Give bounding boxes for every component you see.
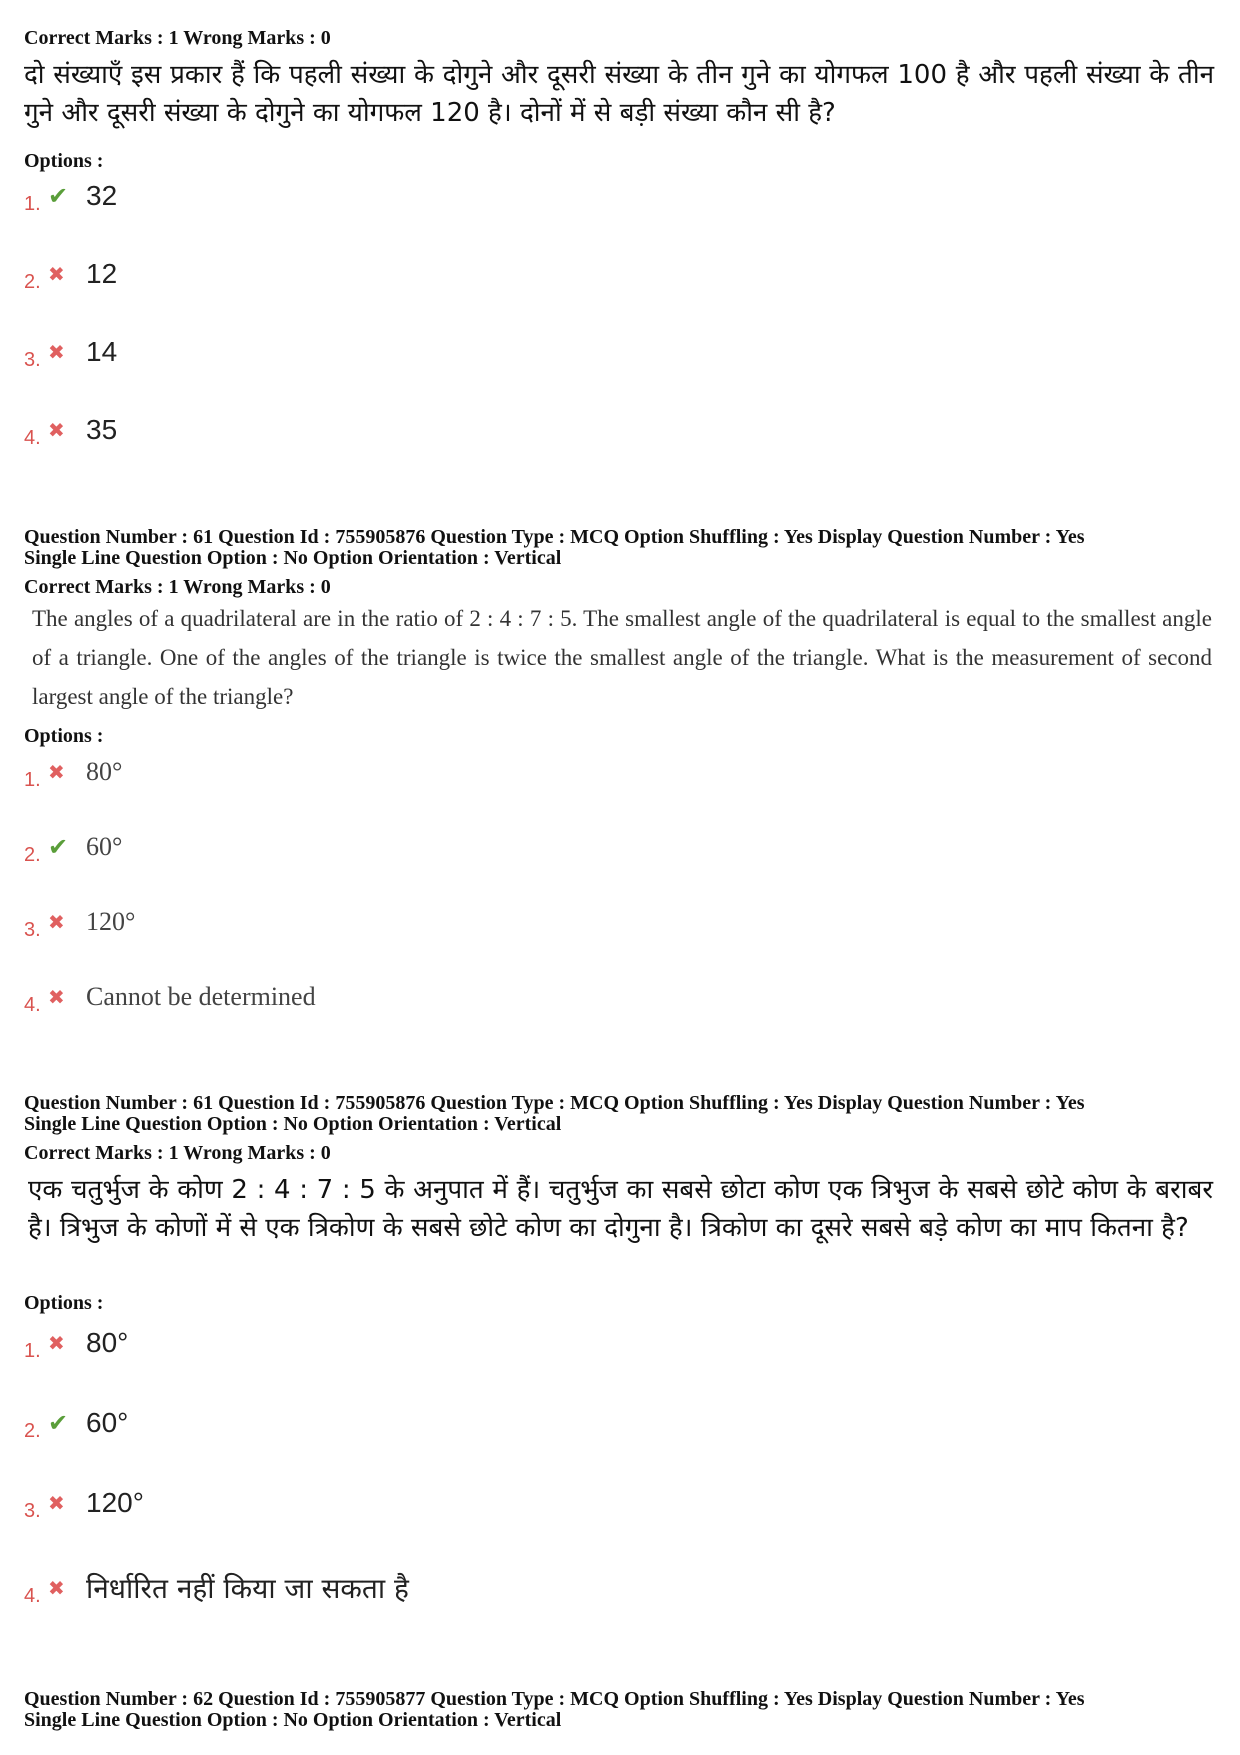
option-text: 80° [86,1327,129,1358]
marks-line: Correct Marks : 1 Wrong Marks : 0 [24,27,331,49]
question-meta-options: Single Line Question Option : No Option Orientation : Vertical [24,1709,562,1731]
option-number: 4. [24,426,41,449]
options-label: Options : [24,1292,104,1314]
option-text: 14 [86,336,118,367]
check-icon: ✔ [48,1409,69,1437]
option-text: 60° [86,1407,129,1438]
option-number: 1. [24,1339,41,1362]
option-number: 3. [24,918,41,941]
check-icon: ✔ [48,833,69,861]
options-label: Options : [24,725,104,747]
option-text: 120° [86,907,136,936]
marks-line: Correct Marks : 1 Wrong Marks : 0 [24,1142,331,1164]
option-4[interactable] [24,977,316,1017]
question-meta: Question Number : 62 Question Id : 755905877 Question Type : MCQ Option Shuffling : Yes Display Question Number : Yes [24,1688,1085,1710]
question-text: दो संख्याएँ इस प्रकार हैं कि पहली संख्या के दोगुने और दूसरी संख्या के तीन गुने का योगफल 100 है और पहली संख्या के तीन गुने और दूसरी संख्या के दोगुने का योगफल 120 है। दोनों में से बड़ी संख्या कौन सी है? [24,60,1214,128]
option-3[interactable] [24,902,135,942]
question-meta-options: Single Line Question Option : No Option Orientation : Vertical [24,1113,562,1135]
cross-icon: ✖ [48,985,65,1009]
check-icon: ✔ [48,182,69,210]
question-text: एक चतुर्भुज के कोण 2 : 4 : 7 : 5 के अनुपात में हैं। चतुर्भुज का सबसे छोटा कोण एक त्रिभुज के सबसे छोटे कोण के बराबर है। त्रिभुज के कोणों में से एक त्रिकोण के सबसे छोटे कोण का दोगुना है। त्रिकोण का दूसरे सबसे बड़े कोण का माप कितना है? [28,1175,1213,1243]
option-4[interactable] [24,410,117,450]
option-text: Cannot be determined [86,982,316,1011]
option-text: 60° [86,832,123,861]
option-number: 1. [24,768,41,791]
option-text: 80° [86,757,123,786]
option-2[interactable] [24,1403,128,1443]
option-2[interactable] [24,827,122,867]
marks-line: Correct Marks : 1 Wrong Marks : 0 [24,576,331,598]
option-4[interactable] [24,1568,409,1608]
option-text: 32 [86,180,118,211]
option-number: 1. [24,192,41,215]
option-text: 35 [86,414,118,445]
option-1[interactable] [24,1323,128,1363]
cross-icon: ✖ [48,418,65,442]
question-meta: Question Number : 61 Question Id : 755905876 Question Type : MCQ Option Shuffling : Yes Display Question Number : Yes [24,526,1085,548]
options-label: Options : [24,150,104,172]
option-number: 4. [24,993,41,1016]
cross-icon: ✖ [48,910,65,934]
option-number: 2. [24,1419,41,1442]
option-3[interactable] [24,332,117,372]
question-meta: Question Number : 61 Question Id : 755905876 Question Type : MCQ Option Shuffling : Yes Display Question Number : Yes [24,1092,1085,1114]
option-number: 2. [24,843,41,866]
cross-icon: ✖ [48,340,65,364]
cross-icon: ✖ [48,1331,65,1355]
option-number: 4. [24,1584,41,1607]
cross-icon: ✖ [48,1576,65,1600]
cross-icon: ✖ [48,1491,65,1515]
option-number: 3. [24,1499,41,1522]
option-1[interactable] [24,176,117,216]
option-text: निर्धारित नहीं किया जा सकता है [86,1572,409,1605]
option-number: 2. [24,270,41,293]
option-text: 12 [86,258,118,289]
option-1[interactable] [24,752,122,792]
question-meta-options: Single Line Question Option : No Option Orientation : Vertical [24,547,562,569]
option-2[interactable] [24,254,117,294]
cross-icon: ✖ [48,760,65,784]
cross-icon: ✖ [48,262,65,286]
question-text: The angles of a quadrilateral are in the ratio of 2 : 4 : 7 : 5. The smallest angle of the quadrilateral is equal to the smallest angle of a triangle. One of the angles of the triangle is twice the smallest angle of the triangle. What is the measurement of second largest angle of the triangle? [32,606,1212,709]
option-3[interactable] [24,1483,144,1523]
option-number: 3. [24,348,41,371]
option-text: 120° [86,1487,144,1518]
